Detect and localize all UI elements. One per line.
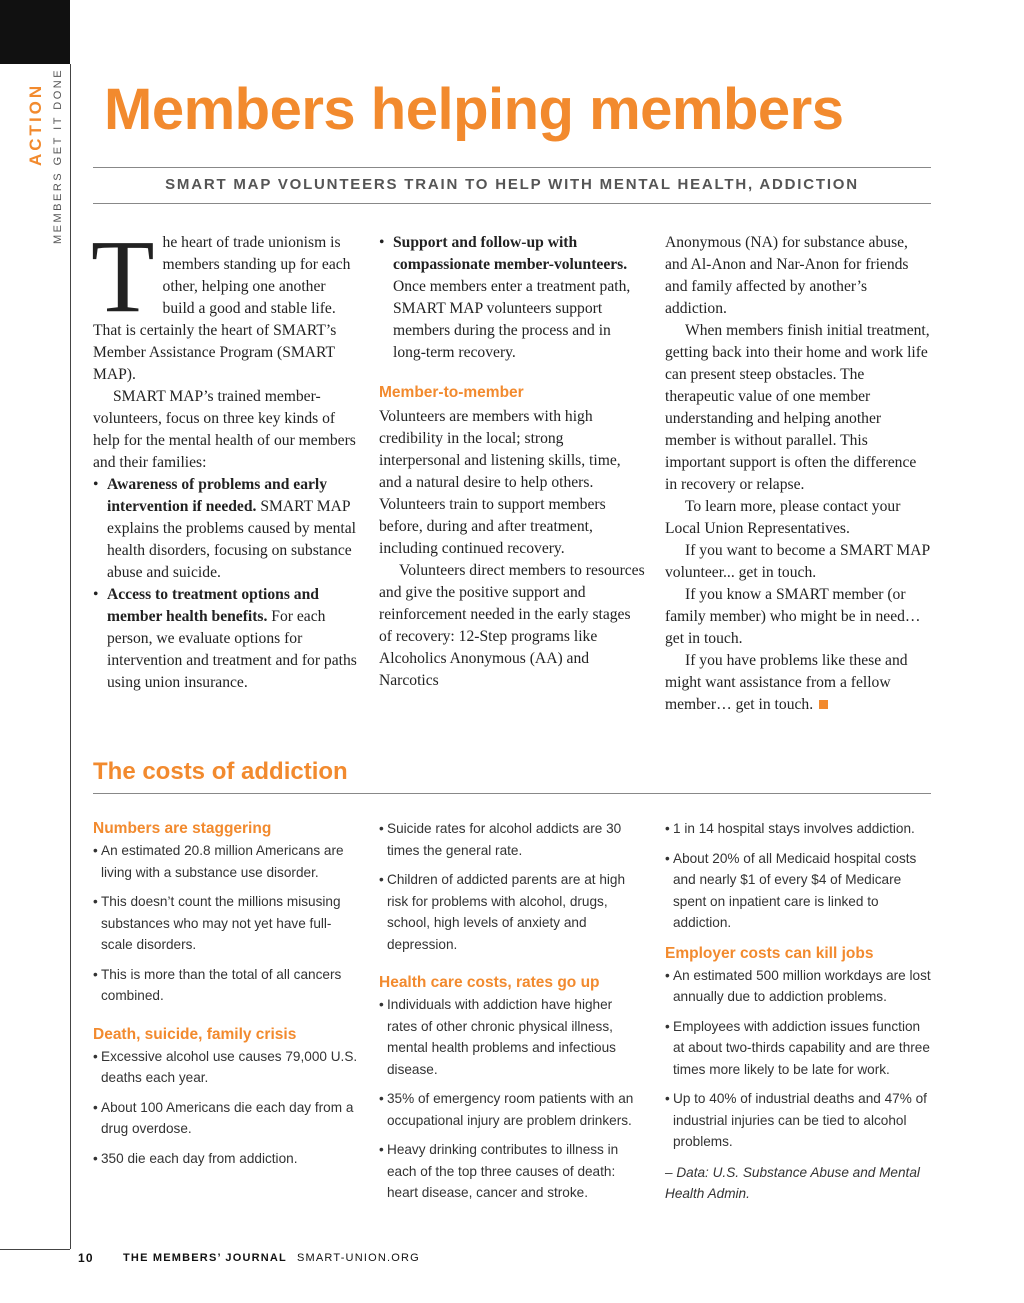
subtitle-rule	[93, 203, 931, 204]
data-credit: – Data: U.S. Substance Abuse and Mental Health Admin.	[665, 1164, 920, 1201]
costs-list	[93, 840, 361, 1007]
costs-subheading: Health care costs, rates go up	[379, 974, 600, 991]
help-list-cont	[379, 232, 647, 364]
article-title: Members helping members	[104, 77, 844, 142]
costs-subheading: Employer costs can kill jobs	[665, 944, 874, 962]
site-url: SMART-UNION.ORG	[297, 1252, 420, 1264]
list-item: • An estimated 20.8 million Americans are living with a substance use disorder.	[93, 840, 361, 883]
costs-column-3	[665, 818, 931, 1205]
costs-rule	[93, 793, 931, 794]
costs-list	[379, 994, 641, 1204]
article-subtitle: SMART MAP VOLUNTEERS TRAIN TO HELP WITH MENTAL HEALTH, ADDICTION	[165, 176, 859, 193]
paragraph: Volunteers are members with high credibility in the local; strong interpersonal and listening skills, time, and a natural desire to help others. Volunteers train to support members before, during and after treatment, including continued recovery.	[379, 408, 621, 557]
costs-list	[665, 818, 931, 934]
section-heading: Member-to-member	[379, 384, 524, 401]
list-item-lead: Support and follow-up with compassionate member-volunteers.	[393, 234, 628, 273]
section-label: ACTION	[26, 82, 45, 166]
closing-paragraph	[665, 650, 931, 716]
page-number: 10	[78, 1251, 94, 1265]
list-item: • Excessive alcohol use causes 79,000 U.S. deaths each year.	[93, 1046, 361, 1089]
list-item: • Children of addicted parents are at high risk for problems with alcohol, drugs, school, high levels of anxiety and depression.	[379, 869, 641, 955]
costs-column-1	[93, 818, 361, 1178]
list-item-lead: Access to treatment options and member health benefits.	[107, 586, 319, 625]
list-item: • This doesn’t count the millions misusing substances who may not yet have full-scale disorders.	[93, 891, 361, 956]
end-mark-icon	[819, 700, 828, 709]
paragraph: To learn more, please contact your Local Union Representatives.	[665, 498, 901, 537]
title-rule	[93, 167, 931, 168]
list-item-text: For each person, we evaluate options for intervention and treatment and for paths using union insurance.	[107, 608, 357, 691]
paragraph: If you know a SMART member (or family member) who might be in need… get in touch.	[665, 586, 921, 647]
list-item: • 35% of emergency room patients with an occupational injury are problem drinkers.	[379, 1088, 641, 1131]
intro-paragraph	[91, 219, 361, 386]
costs-subheading: Numbers are staggering	[93, 820, 272, 837]
list-item: • Suicide rates for alcohol addicts are 30 times the general rate.	[379, 818, 641, 861]
costs-heading: The costs of addiction	[93, 758, 348, 785]
list-item	[379, 232, 647, 364]
list-item-text: SMART MAP explains the problems caused by mental health disorders, focusing on substance abuse and suicide.	[107, 498, 356, 581]
list-item: • Up to 40% of industrial deaths and 47% of industrial injuries can be tied to alcohol problems.	[665, 1088, 931, 1153]
list-item-lead: Awareness of problems and early intervention if needed.	[107, 476, 328, 515]
article-column-2	[379, 232, 647, 692]
costs-list	[665, 965, 931, 1153]
sidebar-rule	[70, 64, 71, 1249]
costs-column-2	[379, 818, 641, 1213]
list-item	[93, 584, 361, 694]
section-tagline: MEMBERS GET IT DONE	[52, 67, 64, 244]
paragraph: If you want to become a SMART MAP volunteer... get in touch.	[665, 542, 930, 581]
paragraph: SMART MAP’s trained member-volunteers, focus on three key kinds of help for the mental health of our members and their families:	[93, 388, 356, 471]
costs-list	[379, 818, 641, 955]
list-item: • About 100 Americans die each day from a drug overdose.	[93, 1097, 361, 1140]
intro-text: he heart of trade unionism is members standing up for each other, helping one another build a good and stable life. That is certainly the heart of SMART’s Member Assistance Program (SMART MAP).	[93, 234, 351, 383]
list-item: • Individuals with addiction have higher rates of other chronic physical illness, mental health problems and infectious disease.	[379, 994, 641, 1080]
list-item: • 1 in 14 hospital stays involves addiction.	[665, 818, 931, 840]
list-item: • An estimated 500 million workdays are lost annually due to addiction problems.	[665, 965, 931, 1008]
paragraph: Anonymous (NA) for substance abuse, and Al-Anon and Nar-Anon for friends and family affected by another’s addiction.	[665, 234, 909, 317]
costs-subheading: Death, suicide, family crisis	[93, 1025, 297, 1043]
corner-block	[0, 0, 70, 64]
sidebar-bottom-rule	[0, 1249, 70, 1250]
publication-name: THE MEMBERS’ JOURNAL	[123, 1252, 287, 1264]
list-item	[93, 474, 361, 584]
list-item: • This is more than the total of all cancers combined.	[93, 964, 361, 1007]
list-item: • Heavy drinking contributes to illness in each of the top three causes of death: heart disease, cancer and stroke.	[379, 1139, 641, 1204]
costs-list	[93, 1046, 361, 1170]
list-item-text: Once members enter a treatment path, SMART MAP volunteers support members during the process and in long-term recovery.	[393, 278, 631, 361]
help-list	[93, 474, 361, 694]
article-column-1	[91, 219, 361, 694]
closing-text: If you have problems like these and might want assistance from a fellow member… get in touch.	[665, 652, 908, 713]
list-item: • Employees with addiction issues function at about two-thirds capability and are three times more likely to be late for work.	[665, 1016, 931, 1081]
drop-cap: T	[91, 219, 155, 334]
paragraph: When members finish initial treatment, getting back into their home and work life can present steep obstacles. The therapeutic value of one member understanding and helping another member is without parallel. This important support is often the difference in recovery or relapse.	[665, 322, 930, 493]
list-item: • 350 die each day from addiction.	[93, 1148, 361, 1170]
list-item: • About 20% of all Medicaid hospital costs and nearly $1 of every $4 of Medicare spent on inpatient care is linked to addiction.	[665, 848, 931, 934]
article-column-3	[665, 232, 931, 716]
paragraph: Volunteers direct members to resources and give the positive support and reinforcement needed in the early stages of recovery: 12-Step programs like Alcoholics Anonymous (AA) and Narcotics	[379, 562, 645, 689]
